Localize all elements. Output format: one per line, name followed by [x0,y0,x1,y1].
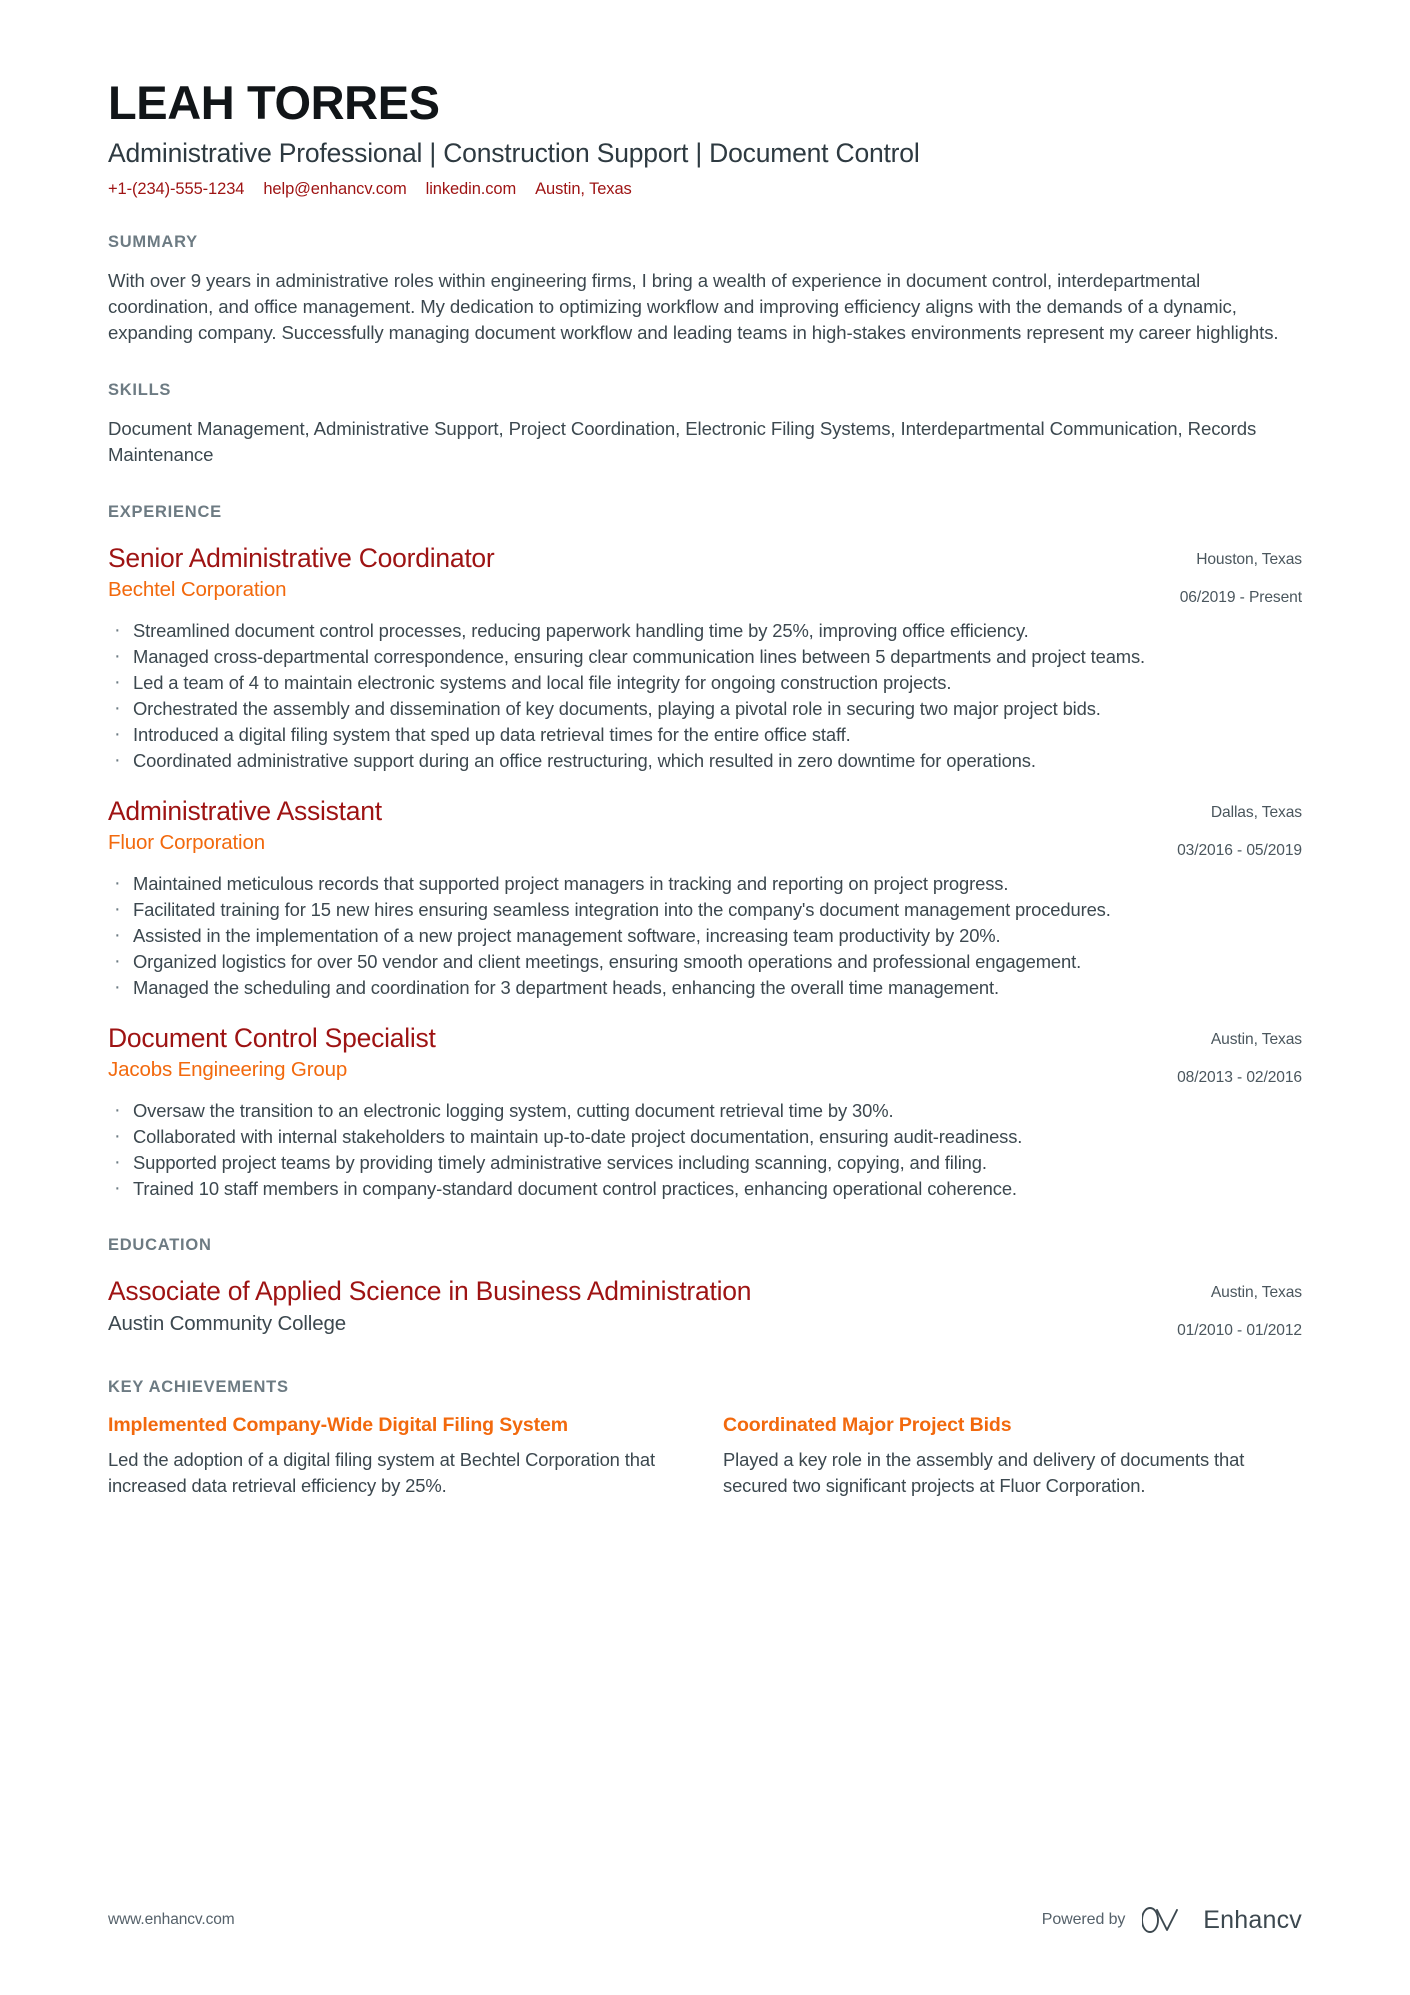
experience-entry-header [108,1022,1302,1090]
job-location: Austin, Texas [1210,1030,1302,1048]
job-bullet: · Managed cross-departmental correspondence, ensuring clear communication lines between 5 departments and project teams. [108,644,1302,670]
job-dates: 06/2019 - Present [1179,588,1302,606]
achievement-title: Implemented Company-Wide Digital Filing System [108,1413,569,1436]
experience-entry [108,795,1302,1002]
resume-footer [108,1905,1302,1935]
job-bullet-list [108,1098,1302,1203]
section-experience [108,503,1302,1203]
job-dates: 08/2013 - 02/2016 [1177,1068,1302,1086]
job-title: Senior Administrative Coordinator [108,542,495,573]
experience-entry-meta [1153,1022,1302,1090]
company-name: Jacobs Engineering Group [108,1057,348,1081]
section-title-summary: SUMMARY [108,232,198,251]
section-education [108,1236,1302,1343]
job-dates: 03/2016 - 05/2019 [1177,841,1302,859]
section-title-experience: EXPERIENCE [108,502,222,521]
contact-email[interactable]: help@enhancv.com [263,179,407,198]
job-bullet: · Assisted in the implementation of a new project management software, increasing team productivity by 20%. [108,923,1302,949]
powered-by-label: Powered by [1041,1911,1126,1928]
job-title: Administrative Assistant [108,795,382,826]
school-dates: 01/2010 - 01/2012 [1177,1322,1302,1340]
section-title-education: EDUCATION [108,1236,212,1255]
job-bullet: · Organized logistics for over 50 vendor and client meetings, ensuring smooth operations and professional engagement. [108,949,1302,975]
resume-header [108,0,1302,199]
experience-entry [108,1022,1302,1203]
degree-title: Associate of Applied Science in Business Administration [108,1276,752,1307]
job-location: Dallas, Texas [1210,803,1302,821]
education-entry [108,1275,1302,1343]
footer-brand [1042,1905,1302,1935]
job-bullet: · Led a team of 4 to maintain electronic systems and local file integrity for ongoing construction projects. [108,670,1302,696]
experience-entry-header [108,542,1302,610]
company-name: Fluor Corporation [108,830,265,854]
education-entry-meta [1153,1275,1302,1343]
experience-entry-meta [1153,795,1302,863]
job-bullet-list [108,618,1302,775]
school-name: Austin Community College [108,1311,346,1335]
job-bullet: · Coordinated administrative support during an office restructuring, which resulted in zero downtime for operations. [108,748,1302,774]
section-title-key-achievements: KEY ACHIEVEMENTS [108,1377,289,1396]
contact-row [108,180,1302,199]
job-bullet: · Collaborated with internal stakeholders to maintain up-to-date project documentation, ensuring audit-readiness. [108,1124,1302,1150]
enhancv-logo-icon [1142,1905,1186,1935]
contact-location: Austin, Texas [535,179,632,198]
achievement-title: Coordinated Major Project Bids [723,1413,1012,1436]
job-bullet: · Orchestrated the assembly and dissemination of key documents, playing a pivotal role in securing two major project bids. [108,696,1302,722]
job-bullet: · Maintained meticulous records that supported project managers in tracking and reporting on project progress. [108,871,1302,897]
job-bullet: · Facilitated training for 15 new hires ensuring seamless integration into the company's document management procedures. [108,897,1302,923]
experience-entry-main [108,1022,1153,1084]
job-location: Houston, Texas [1196,550,1302,568]
experience-entry-main [108,542,1156,604]
job-bullet: · Oversaw the transition to an electronic logging system, cutting document retrieval time by 30%. [108,1098,1302,1124]
contact-linkedin[interactable]: linkedin.com [425,179,517,198]
achievement-description: Played a key role in the assembly and delivery of documents that secured two significant projects at Fluor Corporation. [723,1448,1245,1497]
education-entry-header [108,1275,1302,1343]
experience-entry-header [108,795,1302,863]
contact-phone[interactable]: +1-(234)-555-1234 [108,179,245,198]
experience-entry-main [108,795,1153,857]
job-bullet: · Supported project teams by providing timely administrative services including scanning, copying, and filing. [108,1150,1302,1176]
school-location: Austin, Texas [1210,1284,1302,1302]
section-title-skills: SKILLS [108,380,172,399]
section-key-achievements [108,1378,1302,1500]
achievement-item [723,1413,1302,1500]
job-bullet: · Trained 10 staff members in company-standard document control practices, enhancing operational coherence. [108,1176,1302,1202]
section-skills [108,381,1302,469]
achievement-description: Led the adoption of a digital filing system at Bechtel Corporation that increased data retrieval efficiency by 25%. [108,1448,655,1497]
job-bullet-list [108,871,1302,1002]
summary-text: With over 9 years in administrative roles within engineering firms, I bring a wealth of experience in document control, interdepartmental coordination, and office management. My dedication to optimizing workflow and improving efficiency aligns with the demands of a dynamic, expanding company. Successfully managing document workflow and leading teams in high-stakes environments represent my career highlights. [108,269,1279,344]
candidate-name: LEAH TORRES [108,76,440,129]
skills-text: Document Management, Administrative Support, Project Coordination, Electronic Filing Systems, Interdepartmental Communication, Records Maintenance [108,417,1257,466]
section-summary [108,233,1302,347]
achievements-grid [108,1413,1302,1500]
job-title: Document Control Specialist [108,1022,436,1053]
footer-website-url[interactable]: www.enhancv.com [108,1911,235,1928]
experience-entry-meta [1156,542,1302,610]
company-name: Bechtel Corporation [108,577,287,601]
experience-entry [108,542,1302,775]
job-bullet: · Managed the scheduling and coordination for 3 department heads, enhancing the overall time management. [108,975,1302,1001]
job-bullet: · Introduced a digital filing system that sped up data retrieval times for the entire office staff. [108,722,1302,748]
job-bullet: · Streamlined document control processes, reducing paperwork handling time by 25%, improving office efficiency. [108,618,1302,644]
achievement-item [108,1413,687,1500]
candidate-headline: Administrative Professional | Construction Support | Document Control [108,137,920,168]
education-entry-main [108,1275,1153,1337]
enhancv-brand-name: Enhancv [1203,1905,1302,1934]
